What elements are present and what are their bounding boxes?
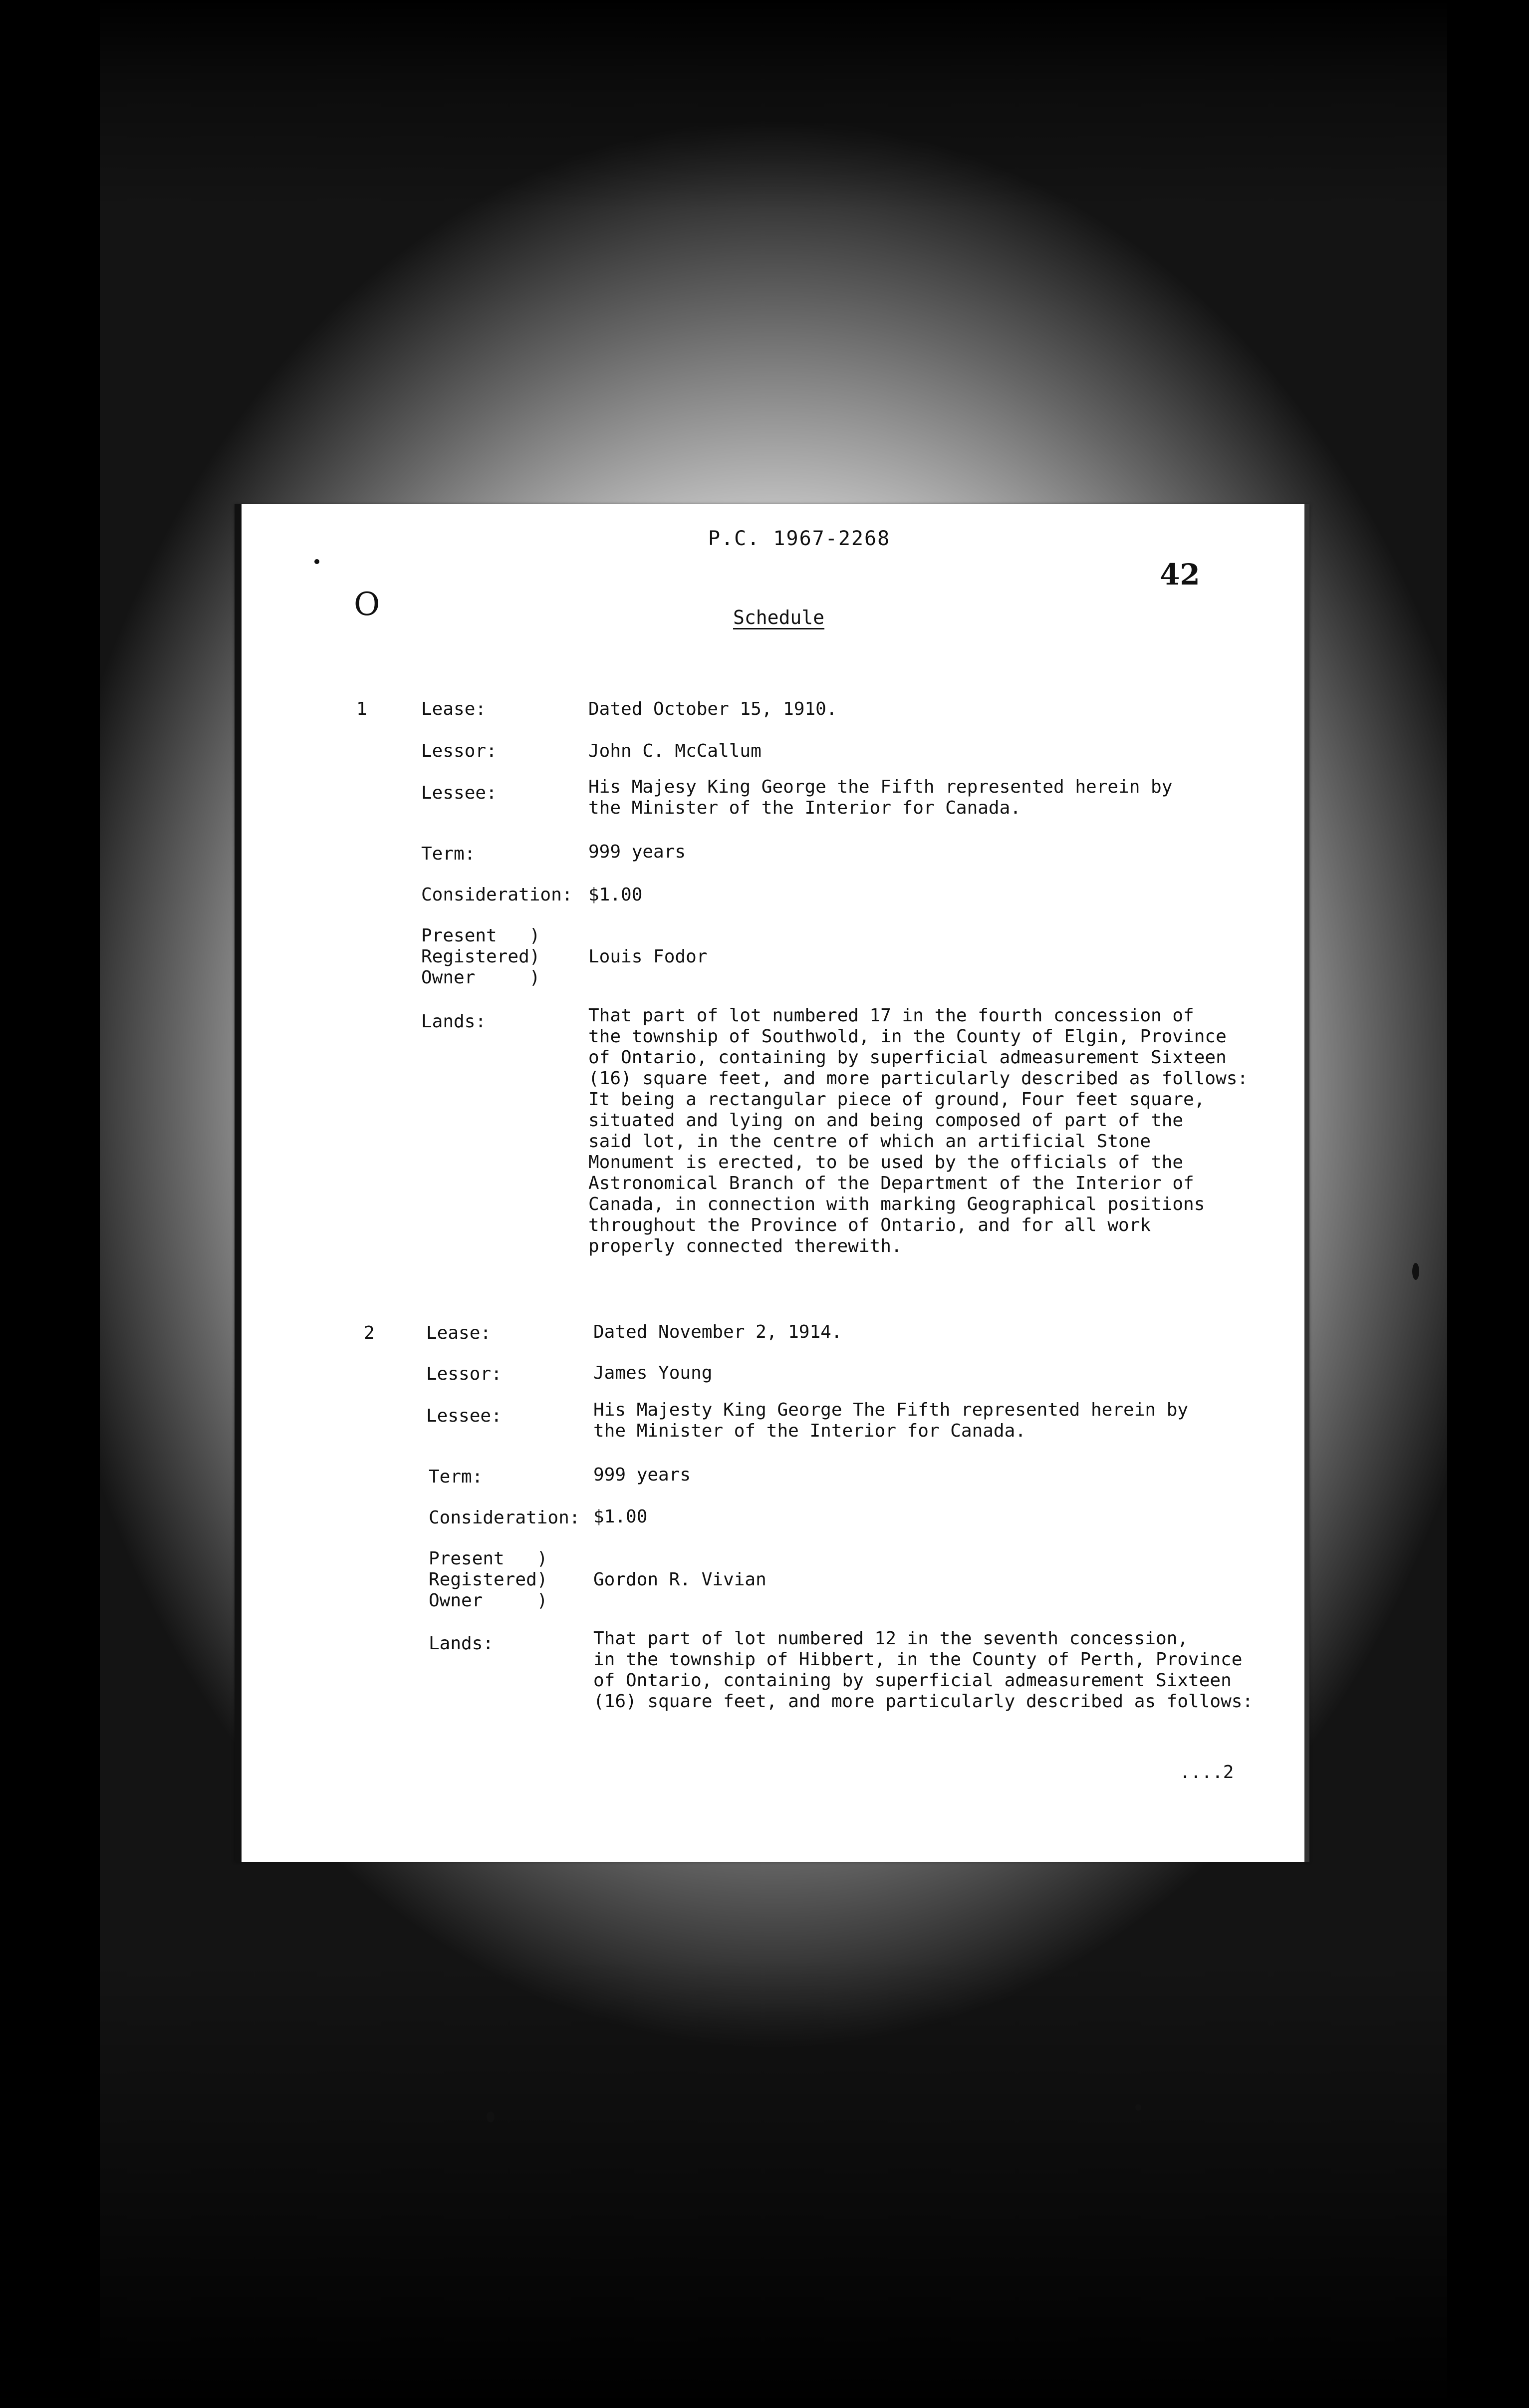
lessor-value: John C. McCallum [588,741,762,761]
lands-line: It being a rectangular piece of ground, Four feet square, [588,1089,1205,1110]
document-page [235,504,1309,1862]
term-value: 999 years [588,842,686,862]
lessee-line: His Majesy King George the Fifth represented herein by [588,777,1173,797]
lessee-label: Lessee: [421,783,497,803]
owner-label-line: Owner ) [429,1590,548,1611]
scan-speck [1135,2104,1141,2111]
lands-line: Monument is erected, to be used by the officials of the [588,1152,1184,1173]
consideration-label: Consideration: [429,1507,580,1528]
owner-value: Gordon R. Vivian [593,1569,766,1590]
lease-label: Lease: [421,699,487,719]
lessee-line: the Minister of the Interior for Canada. [588,798,1021,818]
lessee-line: His Majesty King George The Fifth represented herein by [593,1400,1189,1420]
lands-line: of Ontario, containing by superficial admeasurement Sixteen [588,1047,1227,1068]
lands-line: situated and lying on and being composed of part of the [588,1110,1184,1131]
owner-label-line: Present ) [429,1548,548,1569]
scan-shadow-bottom [100,1959,1447,2408]
entry-number: 2 [364,1323,375,1343]
term-label: Term: [429,1467,483,1487]
consideration-value: $1.00 [593,1506,648,1527]
lessor-value: James Young [593,1363,713,1383]
term-label: Term: [421,844,476,864]
entry-number: 1 [356,699,367,719]
owner-label-line: Present ) [421,925,540,946]
consideration-value: $1.00 [588,885,643,905]
scan-shadow-top [100,0,1447,210]
scan-speck [314,559,319,564]
lease-value: Dated October 15, 1910. [588,699,837,719]
lessor-label: Lessor: [426,1364,502,1384]
lands-line: Astronomical Branch of the Department of the Interior of [588,1173,1194,1194]
schedule-title: Schedule [733,606,825,628]
owner-value: Louis Fodor [588,946,708,967]
lessor-label: Lessor: [421,741,497,761]
margin-mark: O [354,586,380,623]
lands-line: said lot, in the centre of which an artificial Stone [588,1131,1151,1152]
lands-line: of Ontario, containing by superficial admeasurement Sixteen [593,1670,1232,1691]
lands-label: Lands: [429,1633,494,1654]
lands-line: the township of Southwold, in the County of Elgin, Province [588,1026,1227,1047]
scan-speck [487,2111,495,2122]
continued-marker: ....2 [1180,1762,1234,1783]
term-value: 999 years [593,1465,691,1485]
lands-line: Canada, in connection with marking Geographical positions [588,1194,1205,1214]
lease-value: Dated November 2, 1914. [593,1322,842,1342]
page-number: 42 [1160,558,1200,592]
lands-line: properly connected therewith. [588,1236,902,1256]
lands-line: (16) square feet, and more particularly described as follows: [588,1068,1249,1089]
lands-line: That part of lot numbered 17 in the fourth concession of [588,1005,1194,1026]
lands-line: in the township of Hibbert, in the County of Perth, Province [593,1649,1243,1670]
consideration-label: Consideration: [421,885,573,905]
lands-label: Lands: [421,1011,487,1032]
lessee-line: the Minister of the Interior for Canada. [593,1421,1026,1441]
owner-label-line: Registered) [421,946,540,967]
owner-label-line: Owner ) [421,967,540,988]
lands-line: (16) square feet, and more particularly described as follows: [593,1691,1254,1712]
lease-label: Lease: [426,1323,492,1343]
lands-line: That part of lot numbered 12 in the seventh concession, [593,1628,1189,1649]
lands-line: throughout the Province of Ontario, and for all work [588,1215,1151,1235]
scan-speck [1412,1263,1419,1280]
order-number: P.C. 1967-2268 [708,527,891,550]
lessee-label: Lessee: [426,1406,502,1426]
owner-label-line: Registered) [429,1569,548,1590]
